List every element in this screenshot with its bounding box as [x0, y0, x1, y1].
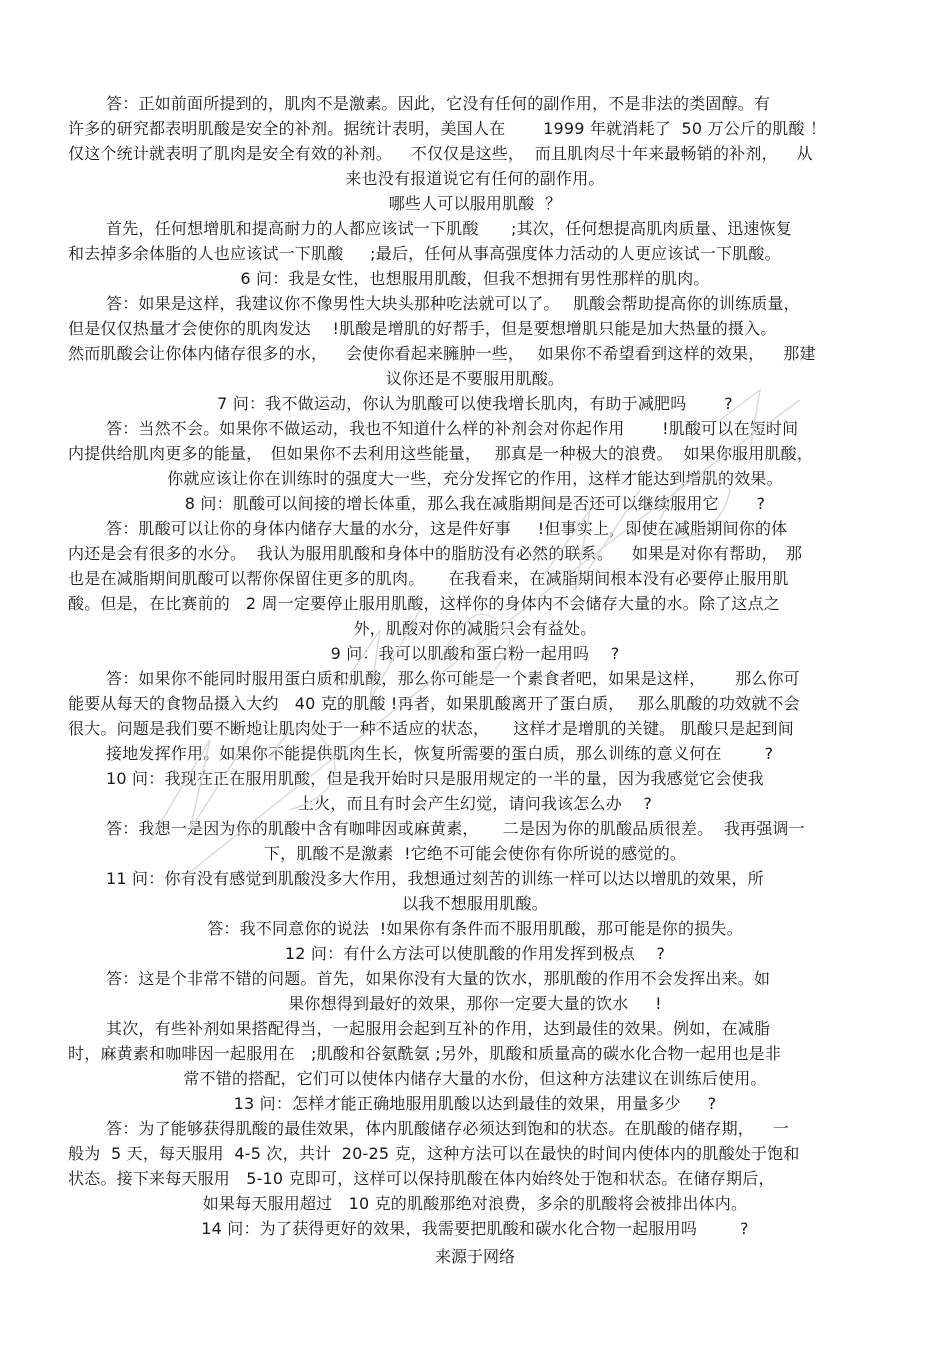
text-line: 答：如果是这样，我建议你不像男性大块头那种吃法就可以了。 肌酸会帮助提高你的训练质量，	[106, 294, 800, 313]
text-line: 外，肌酸对你的减脂只会有益处。	[353, 619, 597, 638]
text-line: 其次，有些补剂如果搭配得当，一起服用会起到互补的作用，达到最佳的效果。例如，在减脂	[106, 1019, 771, 1038]
text-line: 很大。问题是我们要不断地让肌肉处于一种不适应的状态， 这样才是增肌的关键。 肌酸只是起到间	[68, 719, 794, 738]
text-line: 状态。接下来每天服用 5-10 克即可，这样可以保持肌酸在体内始终处于饱和状态。在储存期后，	[68, 1169, 775, 1188]
text-line: 11 问：你有没有感觉到肌酸没多大作用，我想通过刻苦的训练一样可以达以增肌的效果，所	[106, 869, 764, 888]
text-line: 能要从每天的食物品摄入大约 40 克的肌酸 !再者，如果肌酸离开了蛋白质， 那么肌酸的功效就不会	[68, 694, 800, 713]
text-line: 内还是会有很多的水分。 我认为服用肌酸和身体中的脂肪没有必然的联系。 如果是对你有帮助， 那	[68, 544, 803, 563]
text-line: 13 问：怎样才能正确地服用肌酸以达到最佳的效果，用量多少 ?	[233, 1094, 717, 1113]
text-line: 10 问：我现在正在服用肌酸，但是我开始时只是服用规定的一半的量，因为我感觉它会使我	[106, 769, 764, 788]
text-line: 常不错的搭配，它们可以使体内储存大量的水份，但这种方法建议在训练后使用。	[183, 1069, 767, 1088]
text-line: 接地发挥作用。如果你不能提供肌肉生长，恢复所需要的蛋白质，那么训练的意义何在 ?	[106, 744, 774, 763]
text-line: 答：肌酸可以让你的身体内储存大量的水分，这是件好事 !但事实上，即使在减脂期间你的体	[106, 519, 788, 538]
text-line: 如果每天服用超过 10 克的肌酸那绝对浪费，多余的肌酸将会被排出体内。	[202, 1194, 748, 1213]
text-line: 上火，而且有时会产生幻觉，请问我该怎么办 ?	[297, 794, 653, 813]
text-line: 来也没有报道说它有任何的副作用。	[345, 169, 605, 188]
text-line: 首先，任何想增肌和提高耐力的人都应该试一下肌酸 ;其次，任何想提高肌肉质量、迅速恢复	[106, 219, 792, 238]
text-line: 也是在减脂期间肌酸可以帮你保留住更多的肌肉。 在我看来，在减脂期间根本没有必要停止服用肌	[68, 569, 789, 588]
text-line: 然而肌酸会让你体内储存很多的水， 会使你看起来臃肿一些， 如果你不希望看到这样的效果， 那建	[68, 344, 816, 363]
text-line: 时，麻黄素和咖啡因一起服用在 ;肌酸和谷氨酰氨 ;另外，肌酸和质量高的碳水化合物一起用也是非	[68, 1044, 782, 1063]
text-line: 答：当然不会。如果你不做运动，我也不知道什么样的补剂会对你起作用 !肌酸可以在短时间	[106, 419, 799, 438]
text-line: 答：我想一是因为你的肌酸中含有咖啡因或麻黄素， 二是因为你的肌酸品质很差。 我再强调一	[106, 819, 805, 838]
text-line: 但是仅仅热量才会使你的肌肉发达 !肌酸是增肌的好帮手，但是要想增肌只能是加大热量的摄入。	[68, 319, 777, 338]
text-line: 答：如果你不能同时服用蛋白质和肌酸，那么你可能是一个素食者吧，如果是这样， 那么你可	[106, 669, 800, 688]
text-line: 许多的研究都表明肌酸是安全的补剂。据统计表明，美国人在 1999 年就消耗了 50 万公斤的肌酸 ！	[68, 119, 827, 138]
source-footer: 来源于网络	[434, 1247, 515, 1266]
text-line: 答：我不同意你的说法 !如果你有条件而不服用肌酸，那可能是你的损失。	[207, 919, 743, 938]
text-line: 果你想得到最好的效果，那你一定要大量的饮水 !	[288, 994, 662, 1013]
text-line: 酸。但是，在比赛前的 2 周一定要停止服用肌酸，这样你的身体内不会储存大量的水。除了这点之	[68, 594, 780, 613]
text-line: 议你还是不要服用肌酸。	[385, 369, 565, 388]
text-line: 你就应该让你在训练时的强度大一些，充分发挥它的作用，这样才能达到增肌的效果。	[167, 469, 783, 488]
text-line: 7 问：我不做运动，你认为肌酸可以使我增长肌肉，有助于减肥吗 ?	[217, 394, 733, 413]
text-line: 答：正如前面所提到的，肌肉不是激素。因此，它没有任何的副作用，不是非法的类固醇。有	[106, 94, 771, 113]
text-line: 下，肌酸不是激素 !它绝不可能会使你有你所说的感觉的。	[263, 844, 687, 863]
text-line: 以我不想服用肌酸。	[402, 894, 548, 913]
text-line: 12 问：有什么方法可以使肌酸的作用发挥到极点 ?	[284, 944, 666, 963]
text-line: 14 问：为了获得更好的效果，我需要把肌酸和碳水化合物一起服用吗 ?	[201, 1219, 749, 1238]
text-line: 和去掉多余体脂的人也应该试一下肌酸 ;最后，任何从事高强度体力活动的人更应该试一下肌酸。	[68, 244, 781, 263]
text-line: 般为 5 天，每天服用 4-5 次，共计 20-25 克，这种方法可以在最快的时间内使体内的肌酸处于饱和	[68, 1144, 800, 1163]
text-line: 内提供给肌肉更多的能量， 但如果你不去利用这些能量， 那真是一种极大的浪费。 如果你服用肌酸，	[68, 444, 814, 463]
text-line: 仅这个统计就表明了肌肉是安全有效的补剂。 不仅仅是这些， 而且肌肉尽十年来最畅销的补剂， 从	[68, 144, 813, 163]
text-line: 6 问：我是女性，也想服用肌酸，但我不想拥有男性那样的肌肉。	[240, 269, 710, 288]
text-line: 8 问：肌酸可以间接的增长体重，那么我在减脂期间是否还可以继续服用它 ?	[184, 494, 766, 513]
text-line: 9 问：我可以肌酸和蛋白粉一起用吗 ?	[330, 644, 620, 663]
text-line: 答：为了能够获得肌酸的最佳效果，体内肌酸储存必须达到饱和的状态。在肌酸的储存期， 一	[106, 1119, 789, 1138]
text-line: 答：这是个非常不错的问题。首先，如果你没有大量的饮水，那肌酸的作用不会发挥出来。如	[106, 969, 771, 988]
text-line: 哪些人可以服用肌酸 ？	[388, 194, 562, 213]
